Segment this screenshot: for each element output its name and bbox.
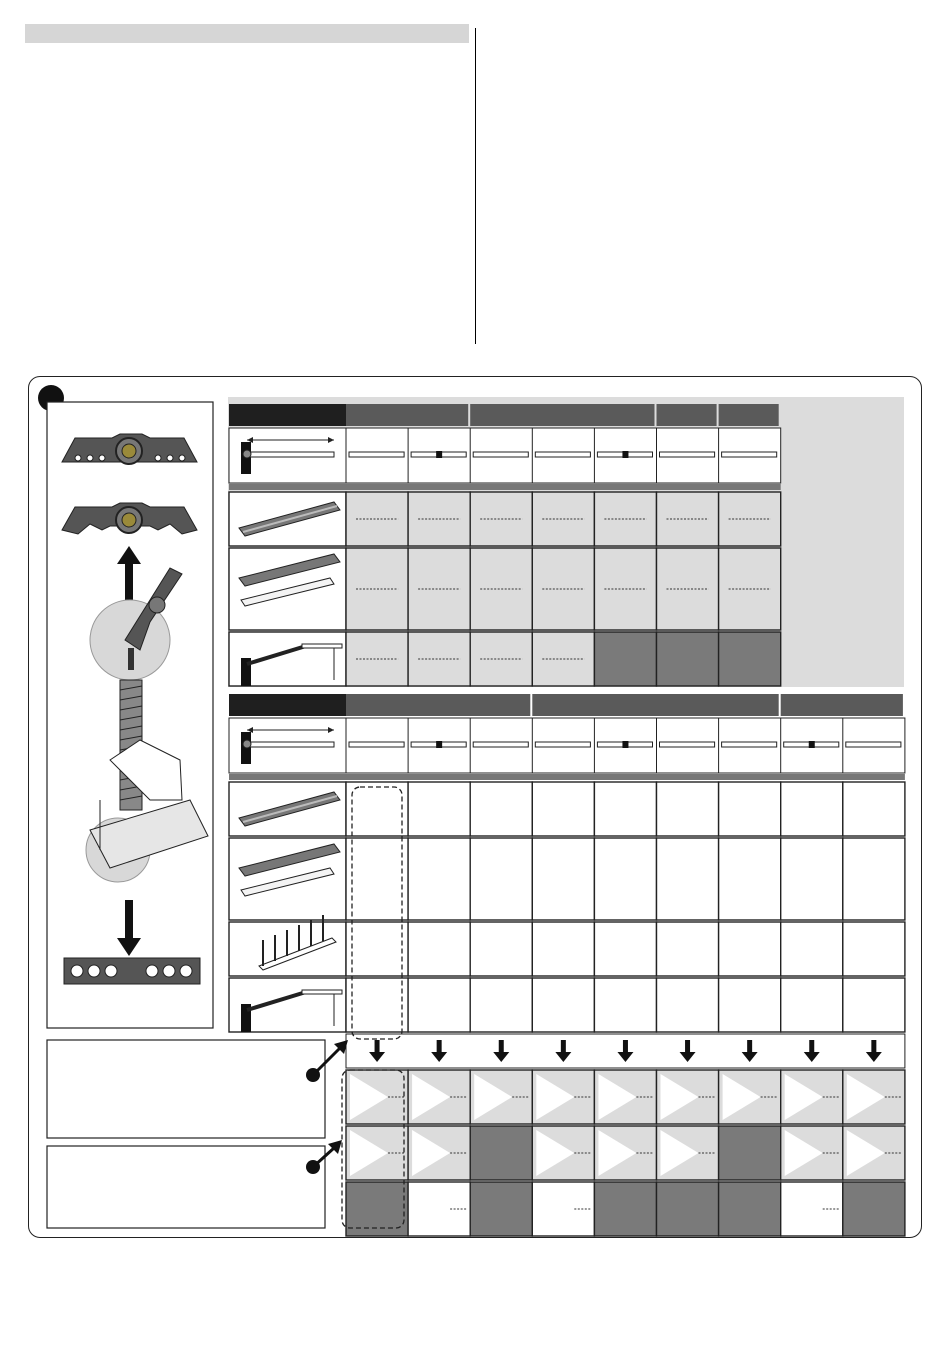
result-cell [594, 1182, 656, 1236]
table-cell [594, 782, 656, 836]
table-cell [657, 782, 719, 836]
table-cell [408, 782, 470, 836]
note-box-1 [47, 1040, 348, 1138]
table-header-group [719, 404, 779, 426]
table-header-group [657, 404, 717, 426]
table-cell [781, 978, 843, 1032]
table-cell [719, 978, 781, 1032]
table-cell [346, 922, 408, 976]
boom-joint-marker [622, 451, 628, 458]
spring-plate-icon [62, 503, 197, 534]
spring-plate-holes-icon [64, 958, 200, 984]
spring-plate-icon [62, 434, 197, 464]
table-cell [657, 838, 719, 920]
table-1 [229, 404, 781, 686]
boom-length-bar [349, 742, 404, 747]
table-cell [532, 838, 594, 920]
table-cell [719, 838, 781, 920]
table-cell [657, 632, 719, 686]
result-cell [719, 1182, 781, 1236]
table-separator [229, 484, 781, 490]
table-cell [657, 922, 719, 976]
table-header-label-cell [229, 694, 346, 716]
table-cell [470, 922, 532, 976]
table-header-group [346, 404, 468, 426]
boom-length-bar [535, 742, 590, 747]
table-cell [346, 978, 408, 1032]
table-cell [532, 978, 594, 1032]
table-header-label-cell [229, 404, 346, 426]
table-cell [719, 922, 781, 976]
table-cell [781, 838, 843, 920]
table-cell [843, 838, 905, 920]
table-cell [594, 838, 656, 920]
table-header-group [470, 404, 654, 426]
table-cell [843, 978, 905, 1032]
table-cell [594, 922, 656, 976]
table-cell [781, 922, 843, 976]
table-cell [470, 978, 532, 1032]
result-cell [657, 1182, 719, 1236]
boom-length-bar [722, 452, 777, 457]
boom-length-bar [846, 742, 901, 747]
table-cell [843, 922, 905, 976]
table-cell [532, 922, 594, 976]
table-2 [229, 694, 905, 1236]
table-cell [657, 978, 719, 1032]
result-cell [470, 1182, 532, 1236]
boom-length-bar [473, 452, 528, 457]
table-separator [229, 774, 905, 780]
table-header-group [532, 694, 778, 716]
table-cell [781, 782, 843, 836]
table-cell [470, 838, 532, 920]
table-cell [719, 632, 781, 686]
table-cell [719, 782, 781, 836]
table-cell [594, 978, 656, 1032]
boom-joint-marker [436, 741, 442, 748]
table-cell [408, 922, 470, 976]
table-cell [532, 782, 594, 836]
boom-length-bar [349, 452, 404, 457]
table-header-group [781, 694, 903, 716]
note-box-2 [47, 1140, 342, 1228]
table-cell [346, 782, 408, 836]
boom-joint-marker [809, 741, 815, 748]
table-cell [470, 782, 532, 836]
result-cell [719, 1126, 781, 1180]
boom-joint-marker [622, 741, 628, 748]
spring-illustration-panel [47, 402, 213, 1028]
table-header-group [346, 694, 530, 716]
result-cell [843, 1182, 905, 1236]
boom-length-bar [473, 742, 528, 747]
result-cell [470, 1126, 532, 1180]
boom-length-bar [535, 452, 590, 457]
table-cell [346, 838, 408, 920]
table-cell [408, 978, 470, 1032]
boom-joint-marker [436, 451, 442, 458]
table-cell [408, 838, 470, 920]
boom-length-bar [722, 742, 777, 747]
table-cell [843, 782, 905, 836]
table-cell [594, 632, 656, 686]
boom-length-bar [660, 452, 715, 457]
boom-length-bar [660, 742, 715, 747]
